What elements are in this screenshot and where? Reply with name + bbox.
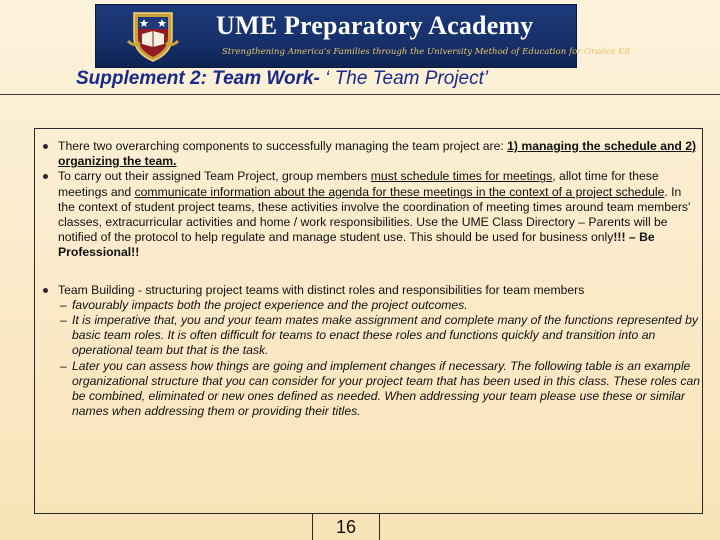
sub-bullet-assess-changes — [40, 359, 700, 420]
bullet-text: Team Building - structuring project teams with distinct roles and responsibilities for team members — [58, 282, 585, 297]
communicate-agenda-link[interactable]: communicate information about the agenda for these meetings in the context of a project schedule — [134, 184, 665, 199]
sub-bullet-dash: – — [60, 297, 67, 312]
academy-banner — [96, 5, 630, 67]
be-professional-text: !!! – Be Professional!! — [58, 230, 655, 260]
page-number: 16 — [312, 514, 380, 540]
bullet-overarching-components — [40, 139, 700, 169]
academy-crest-icon — [124, 7, 182, 65]
banner-title: UME Preparatory Academy — [216, 11, 534, 40]
slide-heading — [76, 68, 488, 90]
bullet-team-building — [40, 283, 700, 298]
bullet-dot — [43, 288, 48, 293]
banner-tagline: Strengthening America's Families through the University Method of Education for Grades K8 — [222, 47, 630, 57]
bullet-text: . In the context of student project teams, these activities involve the coordination of meeting times around team members' classes, extracurricular activities and home / work responsibilities. Use the UME Class Directory – Parents will be notified of the protocol to help regulate and manage student use. This should be used for business only — [58, 184, 691, 245]
bullet-dot — [43, 174, 48, 179]
sub-bullet-text: Later you can assess how things are going and implement changes if necessary. The following table is an example organizational structure that you can consider for your project team that has been used in this class. These roles can be combined, eliminated or new ones defined as needed. When addressing your team please use these or similar names when addressing them or providing their titles. — [72, 358, 700, 419]
bullet-text: , allot time for these meetings and — [58, 169, 659, 199]
bullet-list — [40, 139, 700, 419]
sub-bullet-outcomes — [40, 298, 700, 313]
heading-subtitle: ‘ The Team Project’ — [319, 68, 489, 89]
spacer — [40, 261, 700, 283]
schedule-meetings-link[interactable]: must schedule times for meetings — [370, 169, 553, 184]
heading-divider — [0, 94, 720, 95]
sub-bullet-dash: – — [60, 313, 67, 328]
sub-bullet-text: It is imperative that, you and your team mates make assignment and complete many of the functions represented by basic team roles. It is often difficult for teams to enact these roles and functions quickly and transition into an operational team but that is the task. — [72, 313, 698, 358]
sub-bullet-dash: – — [60, 358, 67, 373]
heading-main: Supplement 2: Team Work- — [76, 68, 320, 89]
components-link[interactable]: 1) managing the schedule and 2) organizing the team. — [58, 139, 697, 169]
sub-bullet-team-roles — [40, 313, 700, 359]
bullet-dot — [43, 144, 48, 149]
sub-bullet-text: favourably impacts both the project experience and the project outcomes. — [72, 297, 468, 312]
bullet-text: There two overarching components to successfully managing the team project are: — [58, 139, 508, 153]
bullet-team-project — [40, 169, 700, 260]
bullet-text: To carry out their assigned Team Project, group members — [58, 169, 371, 184]
